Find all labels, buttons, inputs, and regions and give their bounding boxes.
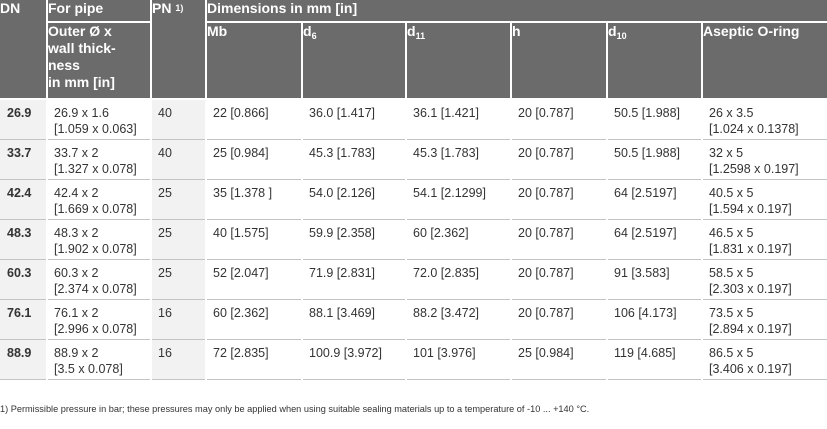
cell-dn — [0, 299, 47, 339]
cell-dn — [0, 179, 47, 219]
cell-pipe — [47, 99, 151, 139]
cell-aseptic-oring-text: [1.024 x 0.1378] — [709, 122, 799, 136]
cell-d10-text: 91 [3.583] — [614, 265, 670, 280]
cell-d10 — [607, 99, 702, 139]
cell-d6 — [302, 339, 406, 379]
cell-aseptic-oring-text: [1.2598 x 0.197] — [709, 161, 799, 176]
cell-aseptic-oring-text: 40.5 x 5 — [709, 185, 754, 200]
cell-d11-text: 101 [3.976] — [413, 345, 476, 360]
header-d6-label: d — [303, 23, 312, 39]
cell-pn — [151, 339, 206, 379]
cell-pn-text: 16 — [158, 305, 172, 320]
cell-d6-text: 36.0 [1.417] — [309, 106, 376, 120]
cell-h — [511, 259, 607, 299]
cell-d11-text: 60 [2.362] — [413, 225, 469, 240]
cell-dn — [0, 139, 47, 179]
cell-mb — [206, 139, 302, 179]
cell-d11-text: 54.1 [2.1299] — [413, 185, 486, 200]
cell-aseptic-oring — [702, 339, 827, 379]
table-row — [0, 299, 827, 339]
cell-mb — [206, 259, 302, 299]
header-pn — [151, 0, 206, 99]
cell-d10-text: 119 [4.685] — [614, 345, 676, 360]
cell-aseptic-oring-text: 73.5 x 5 — [709, 305, 754, 320]
cell-aseptic-oring — [702, 219, 827, 259]
cell-d11 — [406, 299, 511, 339]
header-pn-footnote-mark: 1) — [175, 3, 184, 13]
header-aseptic-oring — [702, 22, 827, 99]
header-outer-line-4: in mm [in] — [48, 74, 115, 90]
cell-mb-text: 25 [0.984] — [213, 145, 269, 160]
header-mb-label: Mb — [207, 23, 228, 39]
cell-mb — [206, 299, 302, 339]
cell-pipe — [47, 179, 151, 219]
cell-pipe — [47, 139, 151, 179]
cell-pipe-text: 76.1 x 2 — [54, 305, 99, 320]
cell-pipe-text: 60.3 x 2 — [54, 265, 99, 280]
cell-d6-text: 100.9 [3.972] — [309, 345, 382, 360]
cell-aseptic-oring-text: [1.594 x 0.197] — [709, 201, 792, 216]
header-dn-label: DN — [0, 0, 21, 16]
cell-pipe-text: [3.5 x 0.078] — [54, 361, 123, 376]
cell-d10 — [607, 339, 702, 379]
cell-mb — [206, 179, 302, 219]
cell-pn-text: 25 — [158, 225, 172, 240]
cell-pn — [151, 219, 206, 259]
header-dn — [0, 0, 47, 99]
cell-mb — [206, 219, 302, 259]
cell-d11 — [406, 259, 511, 299]
cell-pipe — [47, 339, 151, 379]
cell-d10 — [607, 179, 702, 219]
cell-d10 — [607, 219, 702, 259]
cell-pipe-text: [1.902 x 0.078] — [54, 241, 137, 256]
cell-pipe-text: [1.669 x 0.078] — [54, 201, 137, 216]
cell-pipe-text: [1.327 x 0.078] — [54, 161, 137, 176]
cell-d10 — [607, 259, 702, 299]
cell-d11-text: 72.0 [2.835] — [413, 265, 480, 280]
cell-aseptic-oring-text: [1.831 x 0.197] — [709, 241, 792, 256]
cell-dn — [0, 99, 47, 139]
cell-d11 — [406, 139, 511, 179]
cell-pn-text: 16 — [158, 345, 172, 360]
header-d10 — [607, 22, 702, 99]
header-aseptic-oring-label: Aseptic O-ring — [703, 23, 800, 39]
header-pn-label: PN — [152, 0, 172, 16]
cell-pn-text: 40 — [158, 106, 172, 120]
cell-aseptic-oring — [702, 259, 827, 299]
header-d6 — [302, 22, 406, 99]
cell-d10-text: 64 [2.5197] — [614, 185, 677, 200]
header-outer-line-2: wall thick- — [48, 40, 116, 56]
cell-dn-text: 26.9 — [7, 106, 32, 120]
cell-dn-text: 48.3 — [7, 225, 32, 240]
header-for-pipe-label: For pipe — [48, 0, 104, 16]
cell-d6-text: 71.9 [2.831] — [309, 265, 376, 280]
cell-pipe-text: 26.9 x 1.6 — [54, 106, 109, 120]
header-d10-subscript: 10 — [616, 31, 627, 41]
cell-d6-text: 88.1 [3.469] — [309, 305, 376, 320]
cell-dn-text: 42.4 — [7, 185, 32, 200]
table-body — [0, 99, 827, 379]
cell-h-text: 20 [0.787] — [518, 185, 574, 200]
cell-d6-text: 54.0 [2.126] — [309, 185, 376, 200]
header-d11-subscript: 11 — [415, 31, 426, 41]
header-outer-line-3: ness — [48, 57, 80, 73]
cell-mb-text: 40 [1.575] — [213, 225, 269, 240]
cell-dn — [0, 339, 47, 379]
cell-dn — [0, 259, 47, 299]
cell-h — [511, 179, 607, 219]
cell-aseptic-oring — [702, 99, 827, 139]
cell-aseptic-oring-text: [2.303 x 0.197] — [709, 281, 792, 296]
cell-pipe-text: 33.7 x 2 — [54, 145, 99, 160]
cell-pipe-text: [1.059 x 0.063] — [54, 122, 137, 136]
cell-dn — [0, 219, 47, 259]
cell-aseptic-oring — [702, 299, 827, 339]
cell-aseptic-oring — [702, 179, 827, 219]
header-d11 — [406, 22, 511, 99]
cell-mb-text: 52 [2.047] — [213, 265, 269, 280]
cell-d6 — [302, 99, 406, 139]
cell-d10 — [607, 139, 702, 179]
header-h — [511, 22, 607, 99]
table-row — [0, 339, 827, 379]
table-row — [0, 139, 827, 179]
cell-h-text: 20 [0.787] — [518, 225, 574, 240]
cell-d6 — [302, 259, 406, 299]
cell-aseptic-oring-text: 32 x 5 — [709, 145, 744, 160]
header-d11-label: d — [407, 23, 416, 39]
cell-dn-text: 33.7 — [7, 145, 32, 160]
cell-pn — [151, 259, 206, 299]
cell-h — [511, 139, 607, 179]
cell-aseptic-oring-text: 58.5 x 5 — [709, 265, 754, 280]
cell-pipe-text: [2.374 x 0.078] — [54, 281, 137, 296]
header-d10-label: d — [608, 23, 617, 39]
cell-d11-text: 36.1 [1.421] — [413, 106, 480, 120]
cell-pipe — [47, 219, 151, 259]
cell-h-text: 20 [0.787] — [518, 305, 574, 320]
table-row — [0, 99, 827, 139]
cell-pn-text: 25 — [158, 185, 172, 200]
cell-pn — [151, 179, 206, 219]
cell-aseptic-oring-text: [2.894 x 0.197] — [709, 321, 792, 336]
cell-d11 — [406, 179, 511, 219]
cell-pn — [151, 99, 206, 139]
cell-d11-text: 45.3 [1.783] — [413, 145, 480, 160]
cell-d6-text: 45.3 [1.783] — [309, 145, 376, 160]
cell-pipe — [47, 299, 151, 339]
cell-d11 — [406, 99, 511, 139]
table-row — [0, 219, 827, 259]
cell-pn — [151, 139, 206, 179]
cell-aseptic-oring-text: 26 x 3.5 — [709, 106, 754, 120]
cell-h — [511, 339, 607, 379]
cell-d6 — [302, 139, 406, 179]
cell-d11-text: 88.2 [3.472] — [413, 305, 480, 320]
cell-dn-text: 88.9 — [7, 345, 32, 360]
cell-h — [511, 99, 607, 139]
cell-d11 — [406, 219, 511, 259]
cell-dn-text: 60.3 — [7, 265, 32, 280]
cell-mb — [206, 99, 302, 139]
cell-mb-text: 35 [1.378 ] — [213, 185, 273, 200]
header-d6-subscript: 6 — [311, 31, 317, 41]
header-for-pipe — [47, 0, 151, 22]
cell-pipe-text: 88.9 x 2 — [54, 345, 99, 360]
cell-aseptic-oring-text: 46.5 x 5 — [709, 225, 754, 240]
cell-d6 — [302, 179, 406, 219]
cell-dn-text: 76.1 — [7, 305, 32, 320]
header-dimensions-label: Dimensions in mm [in] — [207, 0, 358, 16]
header-mb — [206, 22, 302, 99]
cell-d10-text: 50.5 [1.988] — [614, 145, 681, 160]
cell-mb-text: 60 [2.362] — [213, 305, 269, 320]
cell-h-text: 20 [0.787] — [518, 265, 574, 280]
cell-aseptic-oring-text: [3.406 x 0.197] — [709, 361, 792, 376]
header-row-2 — [0, 22, 827, 99]
cell-d10 — [607, 299, 702, 339]
cell-d6 — [302, 299, 406, 339]
cell-pipe-text: [2.996 x 0.078] — [54, 321, 137, 336]
cell-h — [511, 299, 607, 339]
cell-h-text: 20 [0.787] — [518, 106, 574, 120]
cell-pn-text: 40 — [158, 145, 172, 160]
cell-d10-text: 64 [2.5197] — [614, 225, 677, 240]
cell-mb-text: 22 [0.866] — [213, 106, 269, 120]
cell-d10-text: 106 [4.173] — [614, 305, 677, 320]
cell-d6 — [302, 219, 406, 259]
header-outer-line-1: Outer Ø x — [48, 23, 112, 39]
table-row — [0, 259, 827, 299]
cell-mb — [206, 339, 302, 379]
header-outer-wall — [47, 22, 151, 99]
footnote: 1) Permissible pressure in bar; these pressures may only be applied when using suitable sealing materials up to a temperature of -10 ... +140 °C. — [0, 404, 590, 414]
table-row — [0, 179, 827, 219]
cell-h-text: 20 [0.787] — [518, 145, 574, 160]
cell-pipe-text: 42.4 x 2 — [54, 185, 99, 200]
cell-aseptic-oring — [702, 139, 827, 179]
cell-d6-text: 59.9 [2.358] — [309, 225, 376, 240]
cell-pipe-text: 48.3 x 2 — [54, 225, 99, 240]
cell-pipe — [47, 259, 151, 299]
cell-mb-text: 72 [2.835] — [213, 345, 269, 360]
header-row-1 — [0, 0, 827, 22]
cell-pn-text: 25 — [158, 265, 172, 280]
header-dimensions — [206, 0, 827, 22]
cell-h — [511, 219, 607, 259]
cell-d10-text: 50.5 [1.988] — [614, 106, 681, 120]
cell-aseptic-oring-text: 86.5 x 5 — [709, 345, 754, 360]
cell-h-text: 25 [0.984] — [518, 345, 574, 360]
cell-pn — [151, 299, 206, 339]
cell-d11 — [406, 339, 511, 379]
header-h-label: h — [512, 23, 521, 39]
